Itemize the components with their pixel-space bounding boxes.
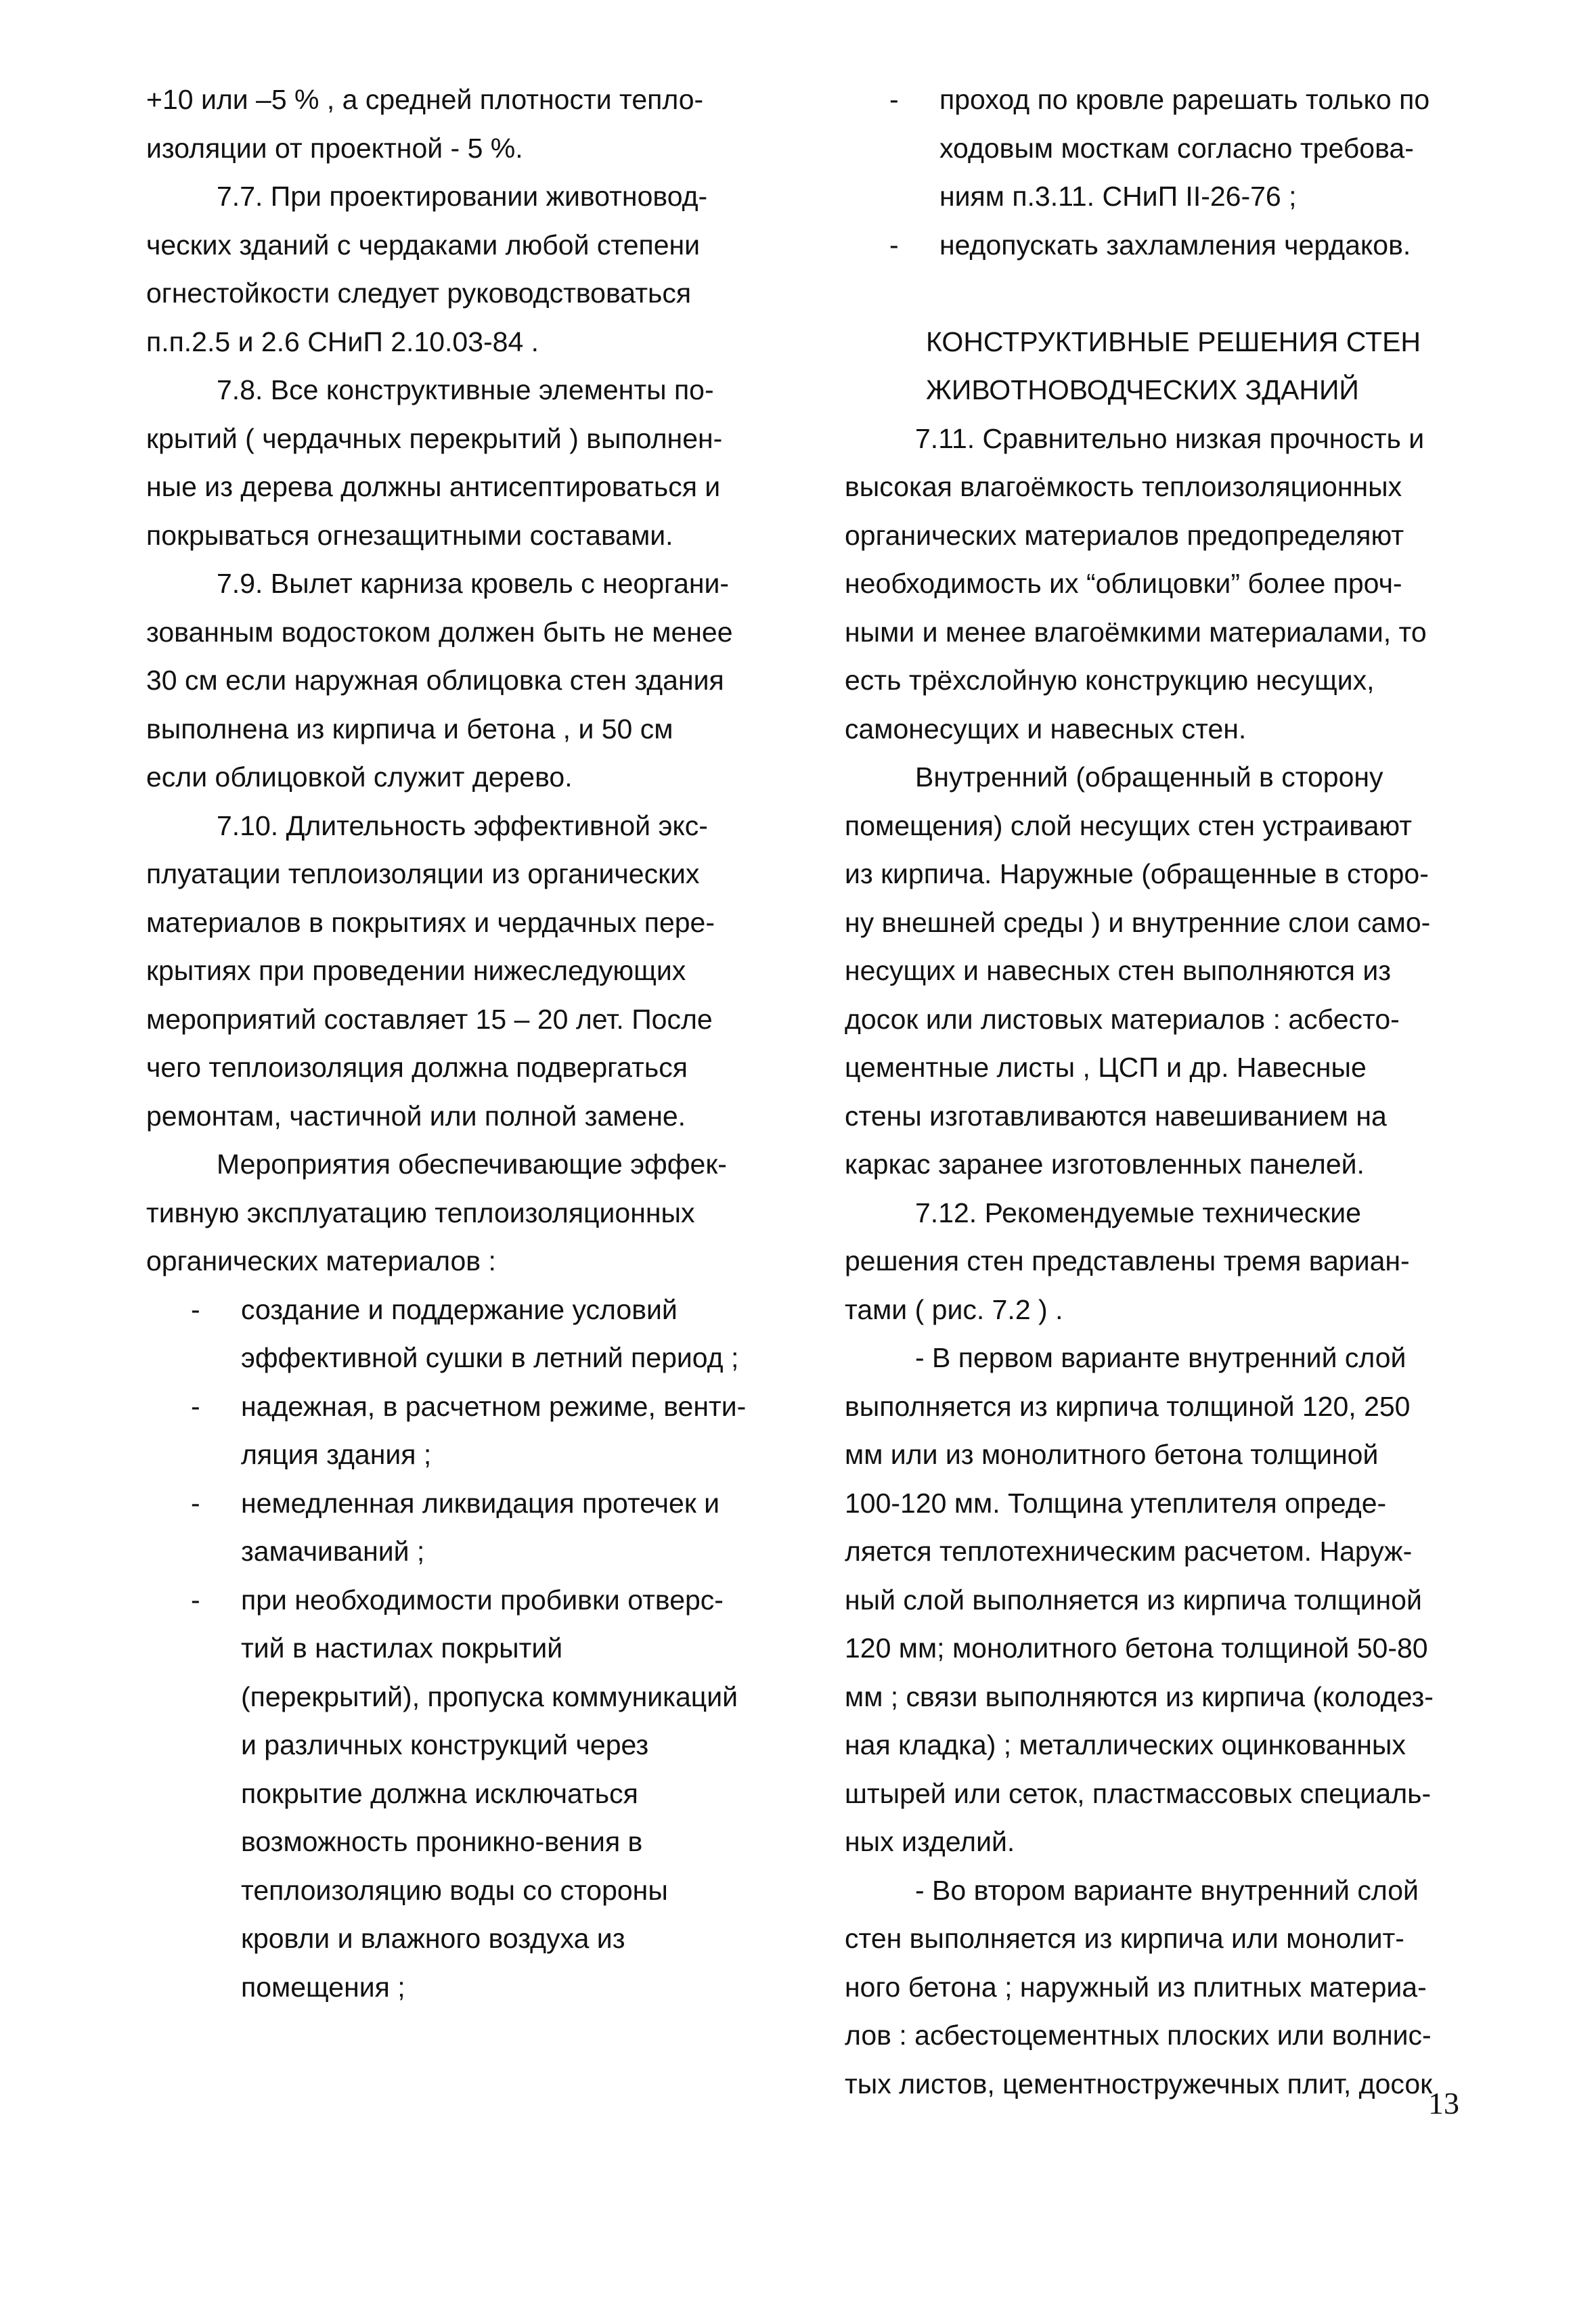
text-line: досок или листовых материалов : асбесто- bbox=[845, 1003, 1400, 1035]
bullet-continuation: теплоизоляцию воды со стороны bbox=[241, 1874, 668, 1906]
text-line: ных изделий. bbox=[845, 1826, 1015, 1857]
text-line: ные из дерева должны антисептироваться и bbox=[146, 471, 721, 502]
text-line: мероприятий составляет 15 – 20 лет. После bbox=[146, 1003, 713, 1035]
bullet-continuation: покрытие должна исключаться bbox=[241, 1777, 638, 1809]
text-line: тых листов, цементностружечных плит, досок bbox=[845, 2068, 1433, 2099]
text-line: цементные листы , ЦСП и др. Навесные bbox=[845, 1052, 1367, 1083]
text-line: чего теплоизоляция должна подвергаться bbox=[146, 1052, 688, 1083]
bullet-dash: - bbox=[889, 84, 899, 115]
bullet-text: проход по кровле рарешать только по bbox=[939, 84, 1430, 115]
text-line: выполнена из кирпича и бетона , и 50 см bbox=[146, 713, 673, 744]
text-line: п.п.2.5 и 2.6 СНиП 2.10.03-84 . bbox=[146, 326, 539, 357]
text-line: ляется теплотехническим расчетом. Наруж- bbox=[845, 1536, 1413, 1567]
bullet-continuation: ляция здания ; bbox=[241, 1439, 432, 1470]
paragraph-first-line: - В первом варианте внутренний слой bbox=[915, 1342, 1406, 1373]
bullet-dash: - bbox=[191, 1390, 200, 1422]
section-heading: КОНСТРУКТИВНЫЕ РЕШЕНИЯ СТЕН bbox=[926, 326, 1421, 357]
text-line: лов : асбестоцементных плоских или волнис- bbox=[845, 2020, 1432, 2051]
paragraph-first-line: 7.7. При проектировании животновод- bbox=[217, 181, 708, 212]
text-line: несущих и навесных стен выполняются из bbox=[845, 955, 1392, 986]
text-line: мм ; связи выполняются из кирпича (колодез- bbox=[845, 1681, 1434, 1712]
bullet-dash: - bbox=[889, 229, 899, 261]
text-line: ческих зданий с чердаками любой степени bbox=[146, 229, 701, 261]
bullet-dash: - bbox=[191, 1487, 200, 1519]
text-line: штырей или сеток, пластмассовых специаль- bbox=[845, 1777, 1432, 1809]
bullet-text: недопускать захламления чердаков. bbox=[939, 229, 1411, 261]
text-line: решения стен представлены тремя вариан- bbox=[845, 1245, 1410, 1276]
text-line: ными и менее влагоёмкими материалами, то bbox=[845, 616, 1427, 648]
text-line: крытий ( чердачных перекрытий ) выполнен- bbox=[146, 422, 723, 454]
text-line: зованным водостоком должен быть не менее bbox=[146, 616, 733, 648]
text-line: 30 см если наружная облицовка стен здания bbox=[146, 665, 724, 696]
text-line: тами ( рис. 7.2 ) . bbox=[845, 1293, 1063, 1325]
paragraph-first-line: - Во втором варианте внутренний слой bbox=[915, 1874, 1419, 1906]
text-line: если облицовкой служит дерево. bbox=[146, 761, 573, 793]
text-line: ная кладка) ; металлических оцинкованных bbox=[845, 1729, 1406, 1760]
bullet-dash: - bbox=[191, 1584, 200, 1616]
paragraph-first-line: Внутренний (обращенный в сторону bbox=[915, 761, 1383, 793]
bullet-continuation: и различных конструкций через bbox=[241, 1729, 649, 1760]
text-line: есть трёхслойную конструкцию несущих, bbox=[845, 665, 1375, 696]
bullet-continuation: возможность проникно-вения в bbox=[241, 1826, 643, 1857]
text-line: органических материалов : bbox=[146, 1245, 496, 1276]
bullet-continuation: кровли и влажного воздуха из bbox=[241, 1923, 625, 1954]
text-line: стены изготавливаются навешиванием на bbox=[845, 1100, 1387, 1132]
paragraph-first-line: 7.11. Сравнительно низкая прочность и bbox=[915, 422, 1425, 454]
bullet-item bbox=[146, 1576, 742, 1625]
bullet-text: создание и поддержание условий bbox=[241, 1293, 678, 1325]
bullet-item bbox=[146, 1480, 742, 1528]
section-heading: ЖИВОТНОВОДЧЕСКИХ ЗДАНИЙ bbox=[926, 374, 1359, 405]
text-line: ну внешней среды ) и внутренние слои само- bbox=[845, 906, 1431, 938]
bullet-continuation: замачиваний ; bbox=[241, 1536, 425, 1567]
bullet-continuation: ходовым мосткам согласно требова- bbox=[939, 132, 1414, 164]
text-line: мм или из монолитного бетона толщиной bbox=[845, 1439, 1379, 1470]
paragraph-first-line: 7.12. Рекомендуемые технические bbox=[915, 1197, 1361, 1228]
text-line: плуатации теплоизоляции из органических bbox=[146, 858, 700, 889]
bullet-item bbox=[146, 1286, 742, 1335]
text-line: стен выполняется из кирпича или монолит- bbox=[845, 1923, 1404, 1954]
bullet-dash: - bbox=[191, 1293, 200, 1325]
bullet-item bbox=[845, 221, 1467, 270]
paragraph-first-line: 7.8. Все конструктивные элементы по- bbox=[217, 374, 714, 405]
bullet-item bbox=[146, 1383, 747, 1431]
bullet-continuation: тий в настилах покрытий bbox=[241, 1632, 563, 1664]
bullet-text: немедленная ликвидация протечек и bbox=[241, 1487, 720, 1519]
text-line: покрываться огнезащитными составами. bbox=[146, 519, 673, 551]
text-line: тивную эксплуатацию теплоизоляционных bbox=[146, 1197, 695, 1228]
text-line: 120 мм; монолитного бетона толщиной 50-80 bbox=[845, 1632, 1428, 1664]
paragraph-first-line: 7.9. Вылет карниза кровель с неоргани- bbox=[217, 568, 730, 599]
left-text-column bbox=[146, 76, 747, 2011]
bullet-continuation: ниям п.3.11. СНиП II-26-76 ; bbox=[939, 181, 1297, 212]
text-line: выполняется из кирпича толщиной 120, 250 bbox=[845, 1390, 1411, 1422]
text-line: изоляции от проектной - 5 %. bbox=[146, 132, 523, 164]
page-number: 13 bbox=[1428, 2086, 1459, 2120]
text-line: ремонтам, частичной или полной замене. bbox=[146, 1100, 686, 1132]
bullet-item bbox=[845, 76, 1467, 125]
text-line: помещения) слой несущих стен устраивают bbox=[845, 809, 1413, 841]
bullet-text: надежная, в расчетном режиме, венти- bbox=[241, 1390, 747, 1422]
bullet-continuation: (перекрытий), пропуска коммуникаций bbox=[241, 1681, 738, 1712]
text-line: крытиях при проведении нижеследующих bbox=[146, 955, 686, 986]
text-line: необходимость их “облицовки” более проч- bbox=[845, 568, 1402, 599]
text-line: 100-120 мм. Толщина утеплителя опреде- bbox=[845, 1487, 1387, 1519]
text-line: высокая влагоёмкость теплоизоляционных bbox=[845, 471, 1402, 502]
text-line: каркас заранее изготовленных панелей. bbox=[845, 1149, 1365, 1180]
text-line: из кирпича. Наружные (обращенные в сторо- bbox=[845, 858, 1429, 889]
text-line: самонесущих и навесных стен. bbox=[845, 713, 1247, 744]
text-line: ного бетона ; наружный из плитных материа- bbox=[845, 1971, 1427, 2003]
bullet-continuation: помещения ; bbox=[241, 1971, 405, 2003]
text-line: материалов в покрытиях и чердачных пере- bbox=[146, 906, 715, 938]
paragraph-first-line: 7.10. Длительность эффективной экс- bbox=[217, 809, 708, 841]
bullet-text: при необходимости пробивки отверс- bbox=[241, 1584, 724, 1616]
text-line: огнестойкости следует руководствоваться bbox=[146, 277, 692, 309]
text-line: +10 или –5 % , а средней плотности тепло- bbox=[146, 84, 704, 115]
blank-line bbox=[845, 269, 1467, 318]
right-text-column bbox=[845, 76, 1467, 2108]
bullet-continuation: эффективной сушки в летний период ; bbox=[241, 1342, 739, 1373]
paragraph-first-line: Мероприятия обеспечивающие эффек- bbox=[217, 1149, 727, 1180]
text-line: органических материалов предопределяют bbox=[845, 519, 1404, 551]
text-line: ный слой выполняется из кирпича толщиной bbox=[845, 1584, 1422, 1616]
